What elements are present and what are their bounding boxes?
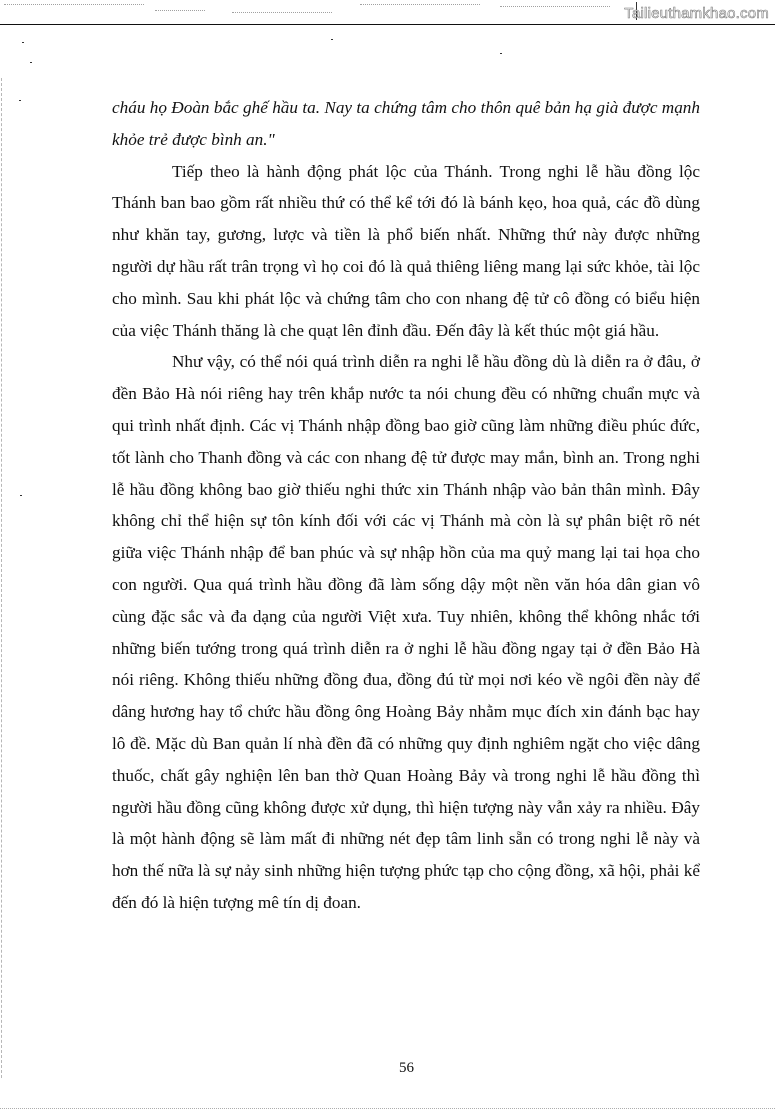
watermark: Tailieuthamkhao.com — [624, 5, 769, 22]
scan-speck — [331, 39, 333, 40]
page-number: 56 — [399, 1060, 414, 1076]
scan-header-noise — [0, 0, 775, 24]
scan-speck — [500, 53, 502, 54]
document-body — [112, 92, 700, 919]
scan-artifact — [500, 6, 610, 17]
scan-footer-noise — [0, 1108, 775, 1115]
scan-artifact — [4, 4, 144, 15]
paragraph-phat-loc: Tiếp theo là hành động phát lộc của Thánh. Trong nghi lễ hầu đồng lộc Thánh ban bao gồm rất nhiều thứ có thể kể tới đó là bánh kẹo, hoa quả, các đồ dùng như khăn tay, gương, lược và tiền là phổ biến nhất. Những thứ này được những người dự hầu rất trân trọng vì họ coi đó là quả thiêng liêng mang lại sức khỏe, tài lộc cho mình. Sau khi phát lộc và chứng tâm cho con nhang đệ tử cô đồng có biểu hiện của việc Thánh thăng là che quạt lên đỉnh đầu. Đến đây là kết thúc một giá hầu. — [112, 161, 700, 340]
scan-speck — [30, 62, 32, 63]
scan-speck — [19, 100, 21, 101]
quote-paragraph: cháu họ Đoàn bắc ghế hầu ta. Nay ta chứng tâm cho thôn quê bản hạ già được mạnh khỏe trẻ được bình an." — [112, 98, 700, 149]
scan-artifact — [360, 4, 480, 15]
scan-artifact — [155, 10, 205, 21]
scan-artifact — [232, 12, 332, 23]
paragraph-conclusion: Như vậy, có thể nói quá trình diễn ra nghi lễ hầu đồng dù là diễn ra ở đâu, ở đền Bảo Hà nói riêng hay trên khắp nước ta nói chung đều có những chuẩn mực và qui trình nhất định. Các vị Thánh nhập đồng bao giờ cũng làm những điều phúc đức, tốt lành cho Thanh đồng và các con nhang đệ tử được may mắn, bình an. Trong nghi lễ hầu đồng không bao giờ thiếu nghi thức xin Thánh nhập vào bản thân mình. Đây không chỉ thể hiện sự tôn kính đối với các vị Thánh mà còn là sự phân biệt rõ nét giữa việc Thánh nhập để ban phúc và sự nhập hồn của ma quỷ mang lại tai họa cho con người. Qua quá trình hầu đồng đã làm sống dậy một nền văn hóa dân gian vô cùng đặc sắc và đa dạng của người Việt xưa. Tuy nhiên, không thể không nhắc tới những biến tướng trong quá trình diễn ra ở nghi lễ hầu đồng ngay tại ở đền Bảo Hà nói riêng. Không thiếu những đồng đua, đồng đú từ mọi nơi kéo về ngôi đền này để dâng hương hay tổ chức hầu đồng ông Hoàng Bảy nhằm mục đích xin đánh bạc hay lô đề. Mặc dù Ban quản lí nhà đền đã có những quy định nghiêm ngặt cho việc dâng thuốc, chất gây nghiện lên ban thờ Quan Hoàng Bảy và trong nghi lễ hầu đồng thì người hầu đồng cũng không được xử dụng, thì hiện tượng này vẫn xảy ra nhiều. Đây là một hành động sẽ làm mất đi những nét đẹp tâm linh sẵn có trong nghi lễ này và hơn thế nữa là sự nảy sinh những hiện tượng phức tạp cho cộng đồng, xã hội, phải kể đến đó là hiện tượng mê tín dị đoan. — [112, 352, 700, 912]
scan-speck — [22, 42, 24, 43]
scan-speck — [20, 495, 22, 496]
header-rule — [0, 24, 775, 25]
scan-left-edge — [1, 78, 3, 1078]
